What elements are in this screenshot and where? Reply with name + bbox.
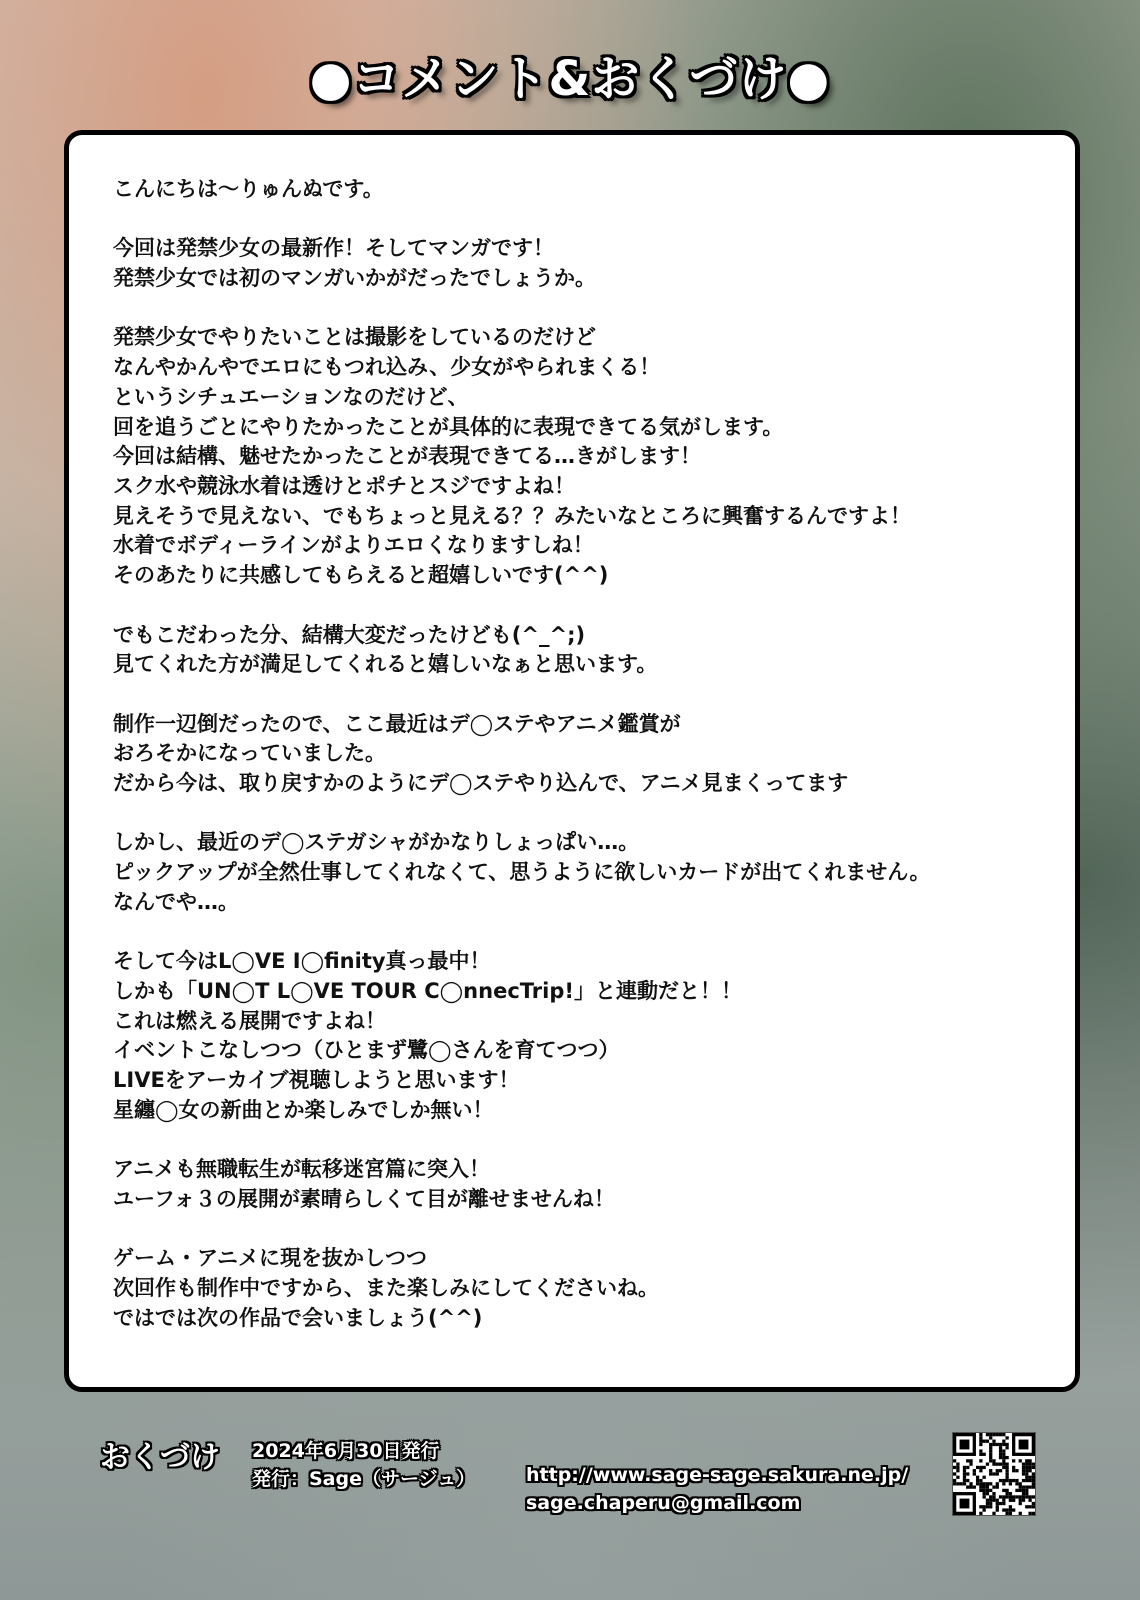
comment-line: 見てくれた方が満足してくれると嬉しいなぁと思います。 [113,652,658,677]
colophon-heading: おくづけ [100,1440,220,1475]
page-title: ●コメント&おくづけ● [309,51,831,107]
email-link[interactable]: sage.chaperu@gmail.com [526,1492,801,1514]
comment-box [64,130,1080,1392]
comment-line: スク水や競泳水着は透けとポチとスジですよね！ [113,474,575,498]
comment-line: そのあたりに共感してもらえると超嬉しいです(^^) [113,563,609,588]
comment-line: 発禁少女でやりたいことは撮影をしているのだけど [113,325,596,350]
comment-line: 星纏◯女の新曲とか楽しみでしか無い！ [113,1097,494,1122]
publication-date: 2024年6月30日発行 [252,1440,440,1462]
comment-line: そして今はL◯VE I◯finity真っ最中！ [113,949,491,974]
blank-line [113,205,1053,235]
blank-line [113,1215,1053,1245]
website-link[interactable]: http://www.sage-sage.sakura.ne.jp/ [526,1464,909,1486]
comment-line: しかも「UN◯T L◯VE TOUR C◯nnecTrip!」と連動だと！！ [113,978,742,1003]
comment-line: なんやかんやでエロにもつれ込み、少女がやられまくる！ [113,355,661,380]
comment-line: 発禁少女では初のマンガいかがだったでしょうか。 [113,266,596,291]
comment-line: ピックアップが全然仕事してくれなくて、思うように欲しいカードが出てくれません。 [113,860,931,885]
comment-line: 次回作も制作中ですから、また楽しみにしてくださいね。 [113,1275,659,1300]
comment-line: これは燃える展開ですよね！ [113,1008,386,1033]
comment-body [113,175,1053,1333]
comment-line: こんにちは〜りゅんぬです。 [113,177,384,201]
comment-line: 今回は発禁少女の最新作！そしてマンガです！ [113,236,554,261]
comment-line: しかし、最近のデ◯ステガシャがかなりしょっぱい…。 [113,830,640,855]
blank-line [113,799,1053,829]
comment-line: アニメも無職転生が転移迷宮篇に突入！ [113,1157,490,1182]
blank-line [113,918,1053,948]
comment-line: 水着でボディーラインがよりエロくなりますしね！ [113,533,594,558]
blank-line [113,1125,1053,1155]
publisher-name: 発行：Sage（サージュ） [252,1468,476,1490]
comment-line: 今回は結構、魅せたかったことが表現できてる…きがします！ [113,444,701,469]
blank-line [113,680,1053,710]
comment-line: ユーフォ３の展開が素晴らしくて目が離せませんね！ [113,1186,615,1211]
comment-line: 回を追うごとにやりたかったことが具体的に表現できてる気がします。 [113,414,784,439]
comment-line: 見えそうで見えない、でもちょっと見える？？みたいなところに興奮するんですよ！ [113,503,911,528]
comment-line: なんでや…。 [113,889,239,914]
blank-line [113,591,1053,621]
blank-line [113,294,1053,324]
comment-line: ゲーム・アニメに現を抜かしつつ [113,1246,427,1271]
comment-line: ではでは次の作品で会いましょう(^^) [113,1305,483,1330]
comment-line: でもこだわった分、結構大変だったけども(^_^;) [113,622,586,647]
comment-line: LIVEをアーカイブ視聴しようと思います！ [113,1068,520,1092]
comment-line: おろそかになっていました。 [113,741,386,766]
comment-line: だから今は、取り戻すかのようにデ◯ステやり込んで、アニメ見まくってます [113,771,849,795]
comment-line: イベントこなしつつ（ひとまず鷺◯さんを育てつつ） [113,1038,620,1063]
qr-code [952,1432,1036,1516]
qr-code-icon [953,1433,1035,1515]
comment-line: というシチュエーションなのだけど、 [113,384,469,409]
comment-line: 制作一辺倒だったので、ここ最近はデ◯ステやアニメ鑑賞が [113,711,681,736]
